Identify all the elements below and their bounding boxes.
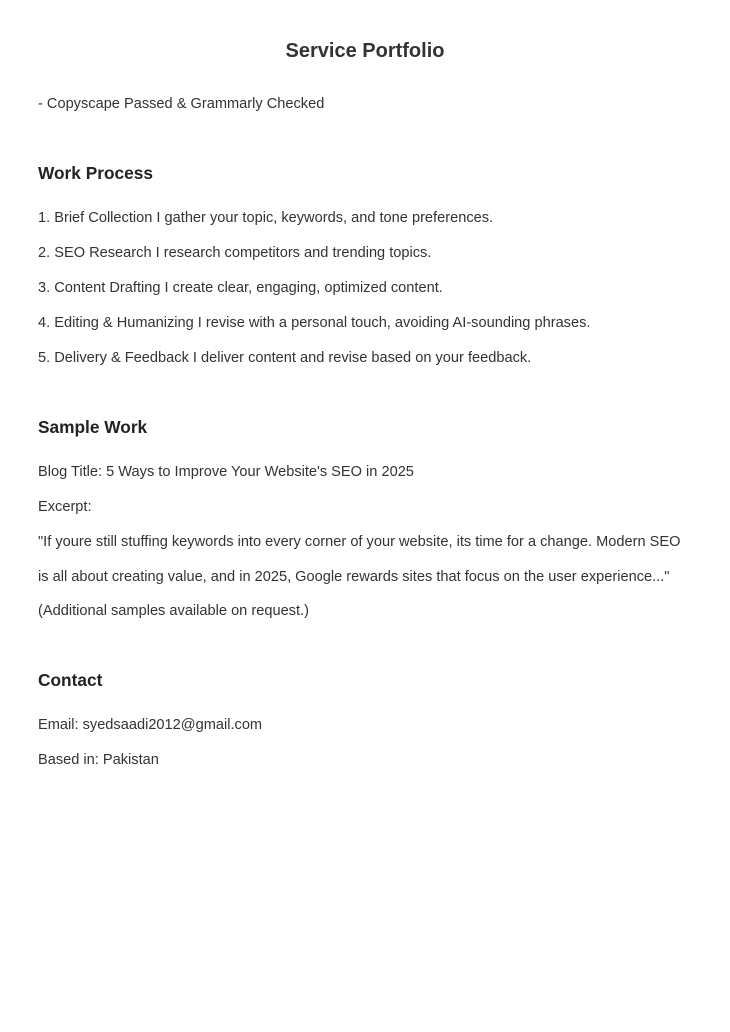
work-step-5: 5. Delivery & Feedback I deliver content and revise based on your feedback. [38,350,532,366]
intro-line: - Copyscape Passed & Grammarly Checked [38,96,325,112]
work-step-3: 3. Content Drafting I create clear, engaging, optimized content. [38,280,443,296]
excerpt-line-2: is all about creating value, and in 2025, Google rewards sites that focus on the user experience..." [38,569,670,585]
contact-location: Based in: Pakistan [38,752,159,768]
sample-work-heading: Sample Work [38,417,148,437]
work-process-heading: Work Process [38,163,153,183]
samples-note: (Additional samples available on request.) [38,603,309,619]
contact-email: Email: syedsaadi2012@gmail.com [38,717,263,733]
work-step-2: 2. SEO Research I research competitors and trending topics. [38,245,432,261]
excerpt-line-1: "If youre still stuffing keywords into every corner of your website, its time for a change. Modern SEO [38,534,681,550]
page-title: Service Portfolio [285,40,445,62]
blog-title-line: Blog Title: 5 Ways to Improve Your Website's SEO in 2025 [38,464,414,480]
contact-heading: Contact [38,670,103,690]
work-step-4: 4. Editing & Humanizing I revise with a personal touch, avoiding AI-sounding phrases. [38,315,591,331]
excerpt-label: Excerpt: [38,499,92,515]
work-step-1: 1. Brief Collection I gather your topic, keywords, and tone preferences. [38,210,494,226]
